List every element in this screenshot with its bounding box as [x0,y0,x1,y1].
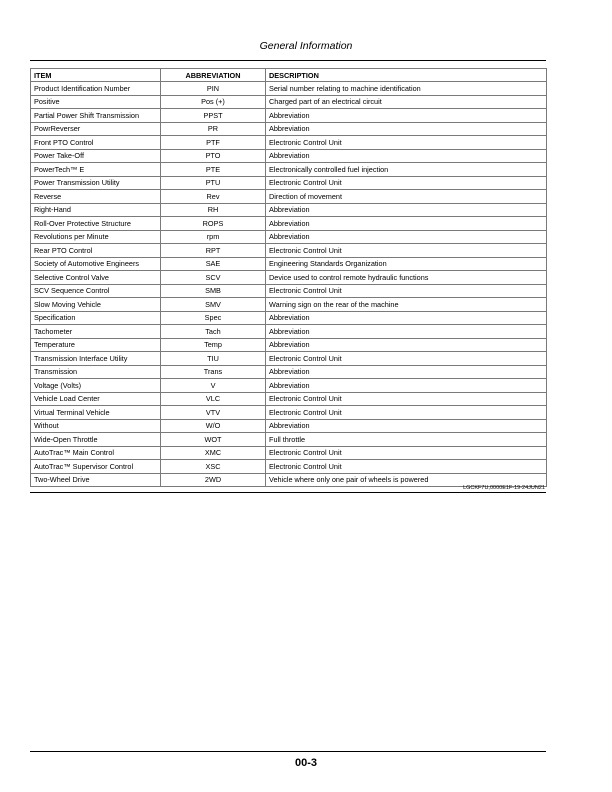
column-header-item: ITEM [31,69,161,82]
cell-item: Reverse [31,190,161,204]
table-row [31,176,547,190]
table-row [31,392,547,406]
table-row [31,406,547,420]
table-row [31,122,547,136]
cell-abbreviation: PPST [161,109,266,123]
cell-abbreviation: PIN [161,82,266,96]
cell-description: Abbreviation [266,109,547,123]
cell-description: Vehicle where only one pair of wheels is powered [266,473,547,487]
cell-item: PowerTech™ E [31,163,161,177]
cell-description: Charged part of an electrical circuit [266,95,547,109]
cell-description: Abbreviation [266,419,547,433]
cell-description: Abbreviation [266,365,547,379]
cell-abbreviation: PTO [161,149,266,163]
cell-abbreviation: PTE [161,163,266,177]
table-row [31,271,547,285]
table-row [31,365,547,379]
table-row [31,433,547,447]
table-row [31,203,547,217]
cell-item: Right-Hand [31,203,161,217]
cell-item: Vehicle Load Center [31,392,161,406]
cell-item: Virtual Terminal Vehicle [31,406,161,420]
cell-description: Electronic Control Unit [266,392,547,406]
table-row [31,352,547,366]
table-row [31,379,547,393]
cell-item: PowrReverser [31,122,161,136]
cell-item: Slow Moving Vehicle [31,298,161,312]
table-row [31,338,547,352]
cell-description: Abbreviation [266,311,547,325]
cell-description: Electronically controlled fuel injection [266,163,547,177]
cell-abbreviation: PTU [161,176,266,190]
page-number: 00-3 [294,757,318,769]
table-row [31,298,547,312]
cell-abbreviation: SMB [161,284,266,298]
cell-abbreviation: VTV [161,406,266,420]
section-divider [30,492,546,493]
cell-description: Serial number relating to machine identification [266,82,547,96]
cell-description: Direction of movement [266,190,547,204]
cell-description: Warning sign on the rear of the machine [266,298,547,312]
cell-item: Temperature [31,338,161,352]
table-row [31,257,547,271]
cell-abbreviation: VLC [161,392,266,406]
table-body [31,82,547,487]
cell-description: Abbreviation [266,379,547,393]
cell-abbreviation: PTF [161,136,266,150]
cell-abbreviation: Trans [161,365,266,379]
cell-description: Abbreviation [266,230,547,244]
cell-description: Electronic Control Unit [266,136,547,150]
page-header-title: General Information [259,40,353,52]
cell-item: Without [31,419,161,433]
cell-abbreviation: Pos (+) [161,95,266,109]
table-row [31,244,547,258]
table-row [31,446,547,460]
cell-description: Abbreviation [266,122,547,136]
cell-abbreviation: SCV [161,271,266,285]
header-divider [30,60,546,61]
cell-item: Rear PTO Control [31,244,161,258]
column-header-description: DESCRIPTION [266,69,547,82]
cell-description: Electronic Control Unit [266,406,547,420]
cell-item: Voltage (Volts) [31,379,161,393]
cell-description: Electronic Control Unit [266,176,547,190]
cell-abbreviation: 2WD [161,473,266,487]
table-row [31,419,547,433]
table-row [31,230,547,244]
cell-item: Positive [31,95,161,109]
cell-item: AutoTrac™ Main Control [31,446,161,460]
reference-code: LGCKF7U,0000E1F-19-24JUN21 [463,485,545,491]
cell-abbreviation: RPT [161,244,266,258]
table-row [31,190,547,204]
cell-abbreviation: W/O [161,419,266,433]
cell-item: Tachometer [31,325,161,339]
cell-abbreviation: Rev [161,190,266,204]
cell-abbreviation: SAE [161,257,266,271]
cell-abbreviation: RH [161,203,266,217]
table-row [31,311,547,325]
cell-abbreviation: PR [161,122,266,136]
cell-item: SCV Sequence Control [31,284,161,298]
cell-description: Engineering Standards Organization [266,257,547,271]
cell-item: Power Transmission Utility [31,176,161,190]
cell-item: Revolutions per Minute [31,230,161,244]
cell-item: Transmission Interface Utility [31,352,161,366]
cell-description: Device used to control remote hydraulic functions [266,271,547,285]
cell-abbreviation: Spec [161,311,266,325]
table-row [31,95,547,109]
table-row [31,136,547,150]
table-row [31,109,547,123]
cell-abbreviation: rpm [161,230,266,244]
cell-abbreviation: Tach [161,325,266,339]
cell-item: Wide-Open Throttle [31,433,161,447]
cell-abbreviation: TIU [161,352,266,366]
cell-description: Electronic Control Unit [266,244,547,258]
table-row [31,82,547,96]
table-row [31,149,547,163]
cell-description: Abbreviation [266,149,547,163]
table-row [31,325,547,339]
abbreviation-table [30,68,547,487]
cell-item: Front PTO Control [31,136,161,150]
cell-item: Product Identification Number [31,82,161,96]
cell-abbreviation: Temp [161,338,266,352]
cell-description: Full throttle [266,433,547,447]
cell-abbreviation: V [161,379,266,393]
cell-description: Electronic Control Unit [266,284,547,298]
cell-description: Abbreviation [266,203,547,217]
column-header-abbreviation: ABBREVIATION [161,69,266,82]
cell-item: Partial Power Shift Transmission [31,109,161,123]
cell-item: Roll-Over Protective Structure [31,217,161,231]
table-row [31,460,547,474]
cell-description: Electronic Control Unit [266,460,547,474]
table-row [31,284,547,298]
cell-description: Electronic Control Unit [266,352,547,366]
cell-description: Electronic Control Unit [266,446,547,460]
table-row [31,217,547,231]
cell-abbreviation: XSC [161,460,266,474]
cell-description: Abbreviation [266,338,547,352]
cell-item: Transmission [31,365,161,379]
cell-item: Two-Wheel Drive [31,473,161,487]
cell-item: AutoTrac™ Supervisor Control [31,460,161,474]
cell-abbreviation: WOT [161,433,266,447]
cell-item: Specification [31,311,161,325]
cell-description: Abbreviation [266,325,547,339]
cell-abbreviation: XMC [161,446,266,460]
table-header-row [31,69,547,82]
cell-abbreviation: ROPS [161,217,266,231]
cell-description: Abbreviation [266,217,547,231]
cell-item: Power Take-Off [31,149,161,163]
cell-abbreviation: SMV [161,298,266,312]
table-row [31,163,547,177]
footer-divider [30,751,546,752]
cell-item: Selective Control Valve [31,271,161,285]
cell-item: Society of Automotive Engineers [31,257,161,271]
